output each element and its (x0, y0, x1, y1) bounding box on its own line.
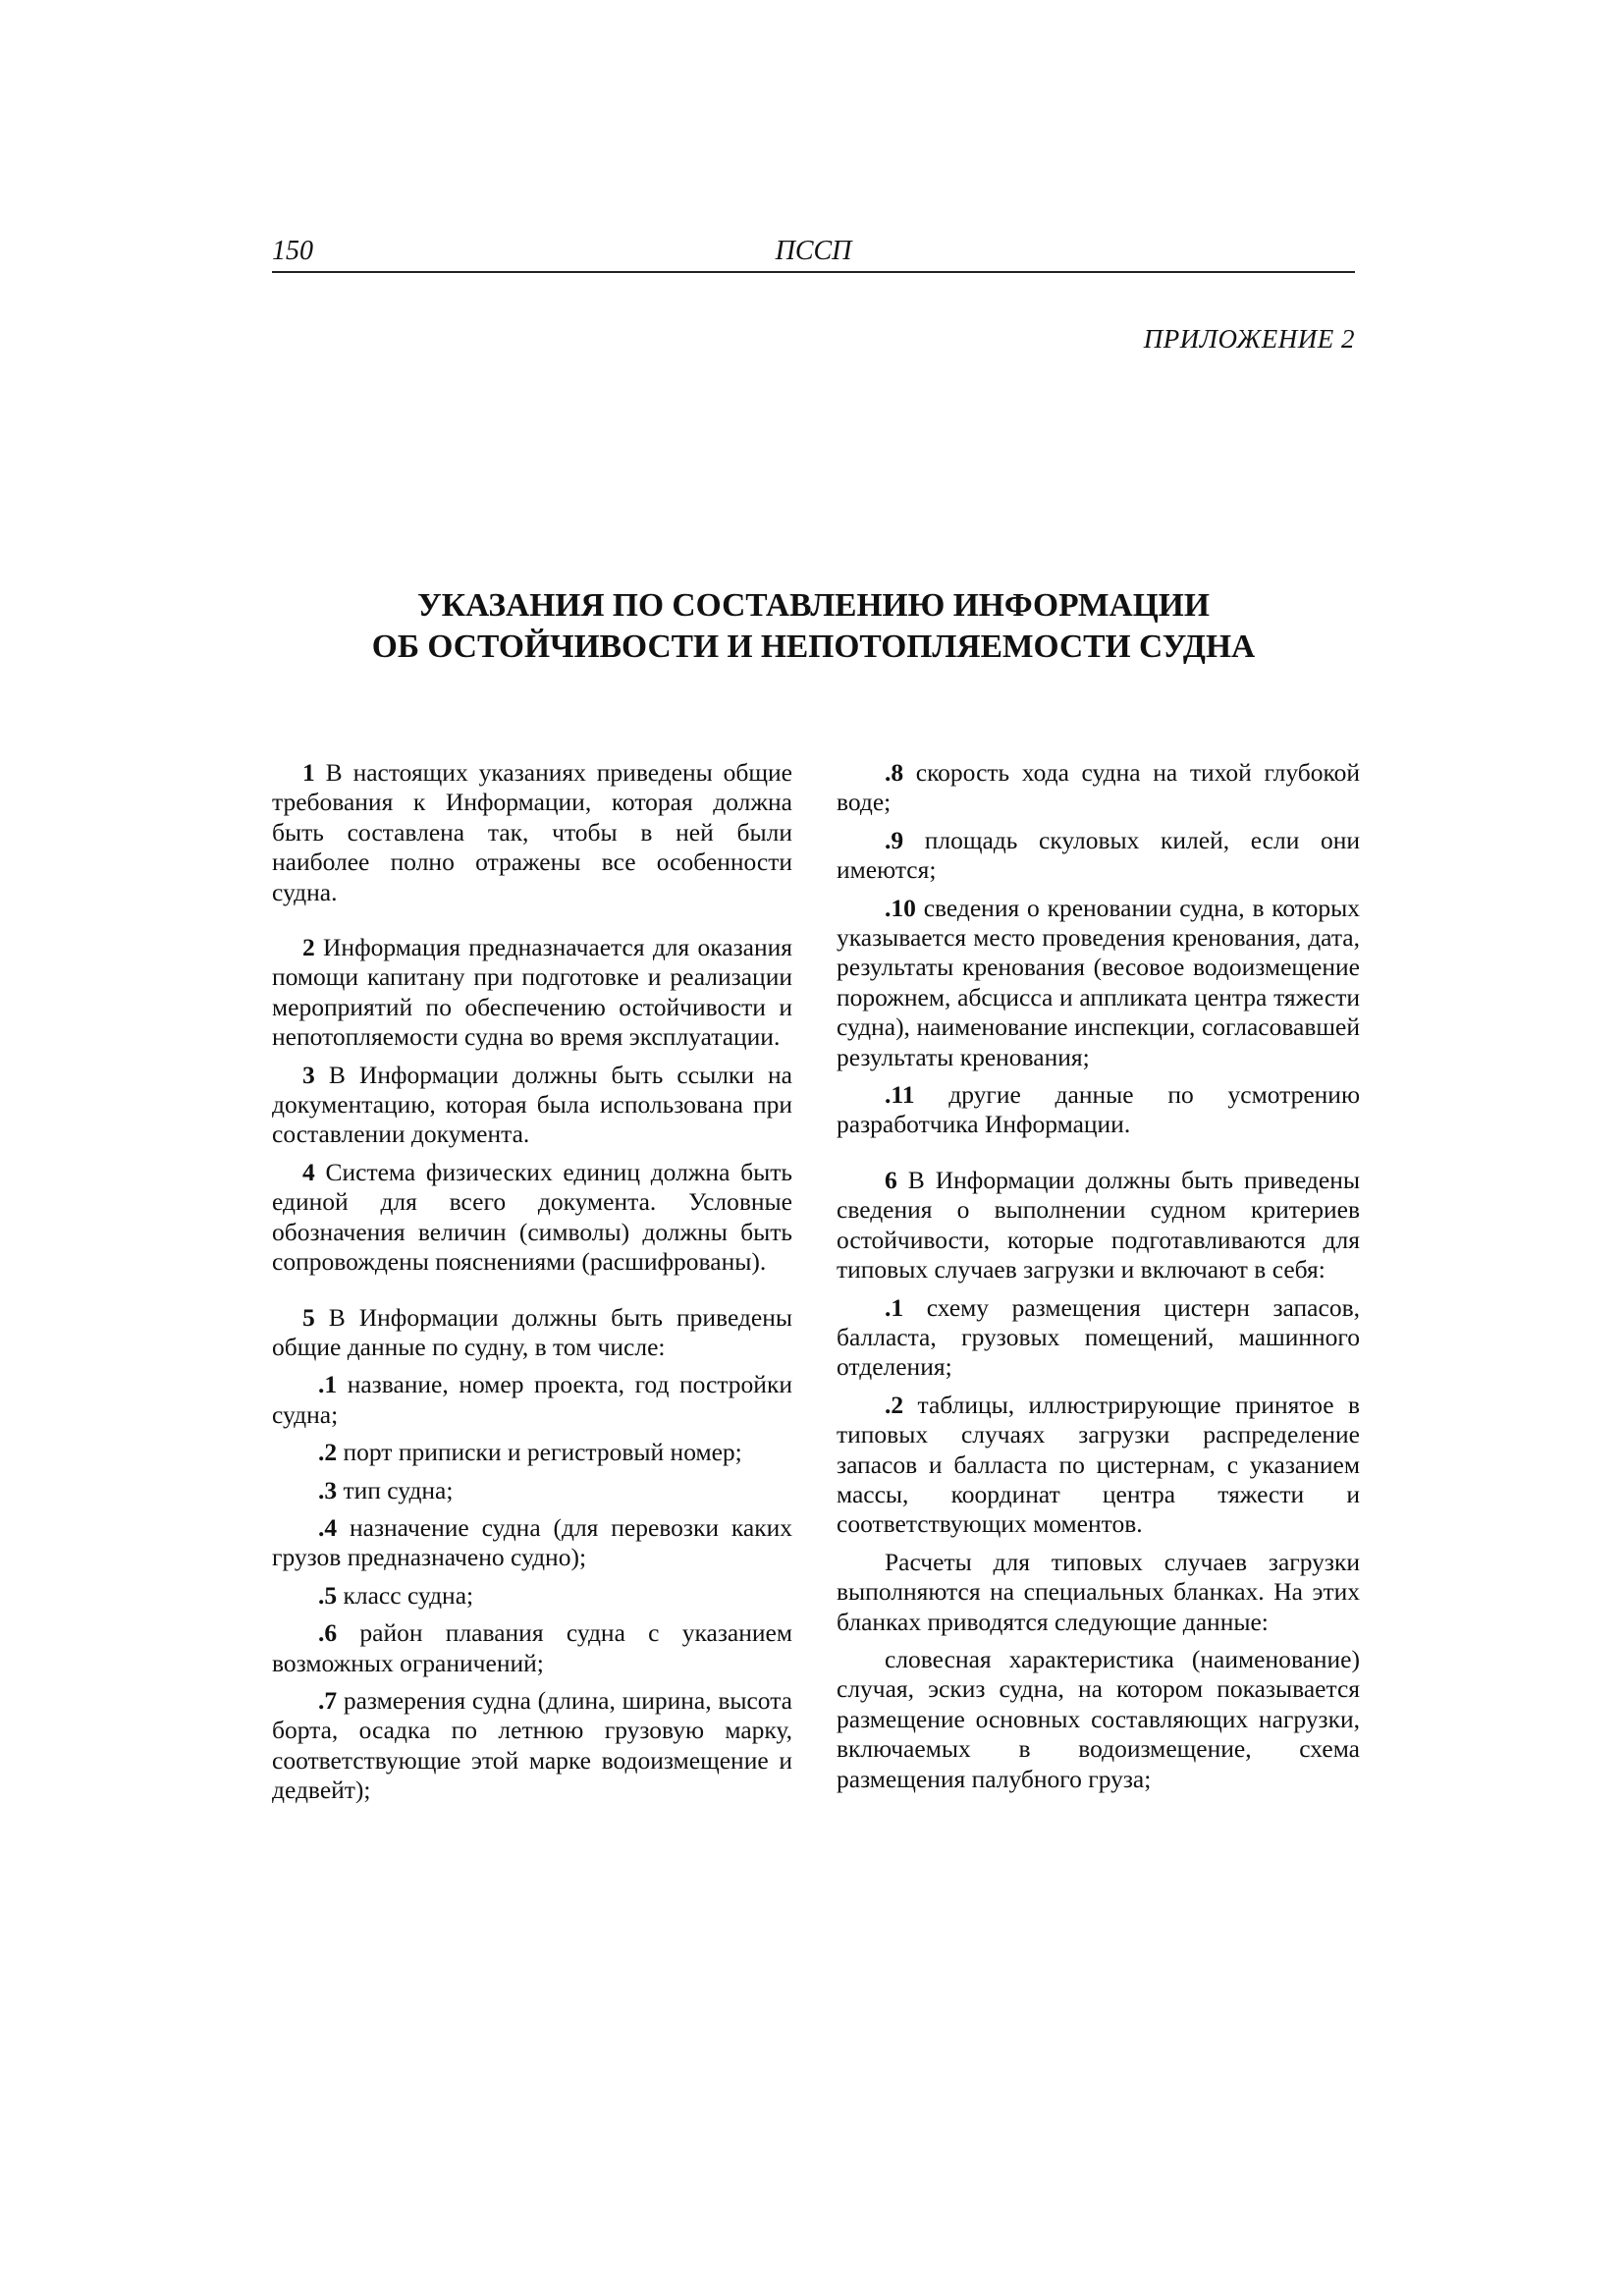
paragraph-2: 2 Информация предназначается для оказания помощи капитану при подготовке и реализации мероприятий по обеспечению остойчивости и непотопляемости судна во время эксплуатации. (272, 933, 792, 1052)
item-5-5: .5 класс судна; (318, 1580, 474, 1610)
right-column (837, 758, 1360, 1802)
appendix-label: ПРИЛОЖЕНИЕ 2 (1143, 324, 1355, 354)
page-number: 150 (272, 236, 313, 266)
item-5-2: .2 порт приписки и регистровый номер; (318, 1438, 742, 1467)
paragraph-1: 1 В настоящих указаниях приведены общие требования к Информации, которая должна быть составлена так, чтобы в ней были наиболее полно отражены все особенности судна. (272, 758, 792, 906)
title-line-2: ОБ ОСТОЙЧИВОСТИ И НЕПОТОПЛЯЕМОСТИ СУДНА (371, 629, 1256, 665)
item-5-11: .11 другие данные по усмотрению разработчика Информации. (837, 1080, 1360, 1139)
item-5-10: .10 сведения о креновании судна, в которых указывается место проведения кренования, дата, результаты кренования (весовое водоизмещение порожнем, абсцисса и аппликата центра тяжести судна), наименование инспекции, согласовавшей результаты кренования; (837, 893, 1360, 1071)
paragraph-4: 4 Система физических единиц должна быть единой для всего документа. Условные обозначения величин (символы) должны быть сопровождены пояснениями (расшифрованы). (272, 1157, 792, 1277)
paragraph-6: 6 В Информации должны быть приведены сведения о выполнении судном критериев остойчивости, которые подготавливаются для типовых случаев загрузки и включают в себя: (837, 1165, 1360, 1285)
item-5-6: .6 район плавания судна с указанием возможных ограничений; (272, 1618, 792, 1677)
paragraph-3: 3 В Информации должны быть ссылки на документацию, которая была использована при составлении документа. (272, 1060, 792, 1149)
item-5-4: .4 назначение судна (для перевозки каких грузов предназначено судно); (272, 1512, 792, 1572)
item-6-1: .1 схему размещения цистерн запасов, балласта, грузовых помещений, машинного отделения; (837, 1292, 1360, 1382)
item-5-9: .9 площадь скуловых килей, если они имеются; (837, 825, 1360, 885)
data-paragraph: словесная характеристика (наименование) случая, эскиз судна, на котором показывается размещение основных составляющих нагрузки, включаемых в водоизмещение, схема размещения палубного груза; (837, 1644, 1360, 1793)
page-header (272, 234, 1355, 273)
document-title (272, 585, 1355, 668)
calc-paragraph: Расчеты для типовых случаев загрузки выполняются на специальных бланках. На этих бланках приводятся следующие данные: (837, 1547, 1360, 1636)
item-5-7: .7 размерения судна (длина, ширина, высота борта, осадка по летнюю грузовую марку, соответствующие этой марке водоизмещение и дедвейт); (272, 1685, 792, 1805)
item-5-3: .3 тип судна; (318, 1475, 454, 1504)
paragraph-5: 5 В Информации должны быть приведены общие данные по судну, в том числе: (272, 1302, 792, 1361)
title-line-1: УКАЗАНИЯ ПО СОСТАВЛЕНИЮ ИНФОРМАЦИИ (417, 587, 1210, 624)
left-column (272, 758, 792, 1814)
running-title: ПССП (775, 236, 852, 266)
item-6-2: .2 таблицы, иллюстрирующие принятое в типовых случаях загрузки распределение запасов и балласта по цистернам, с указанием массы, координат центра тяжести и соответствующих моментов. (837, 1390, 1360, 1539)
item-5-1: .1 название, номер проекта, год постройки судна; (272, 1370, 792, 1429)
item-5-8: .8 скорость хода судна на тихой глубокой воде; (837, 758, 1360, 817)
